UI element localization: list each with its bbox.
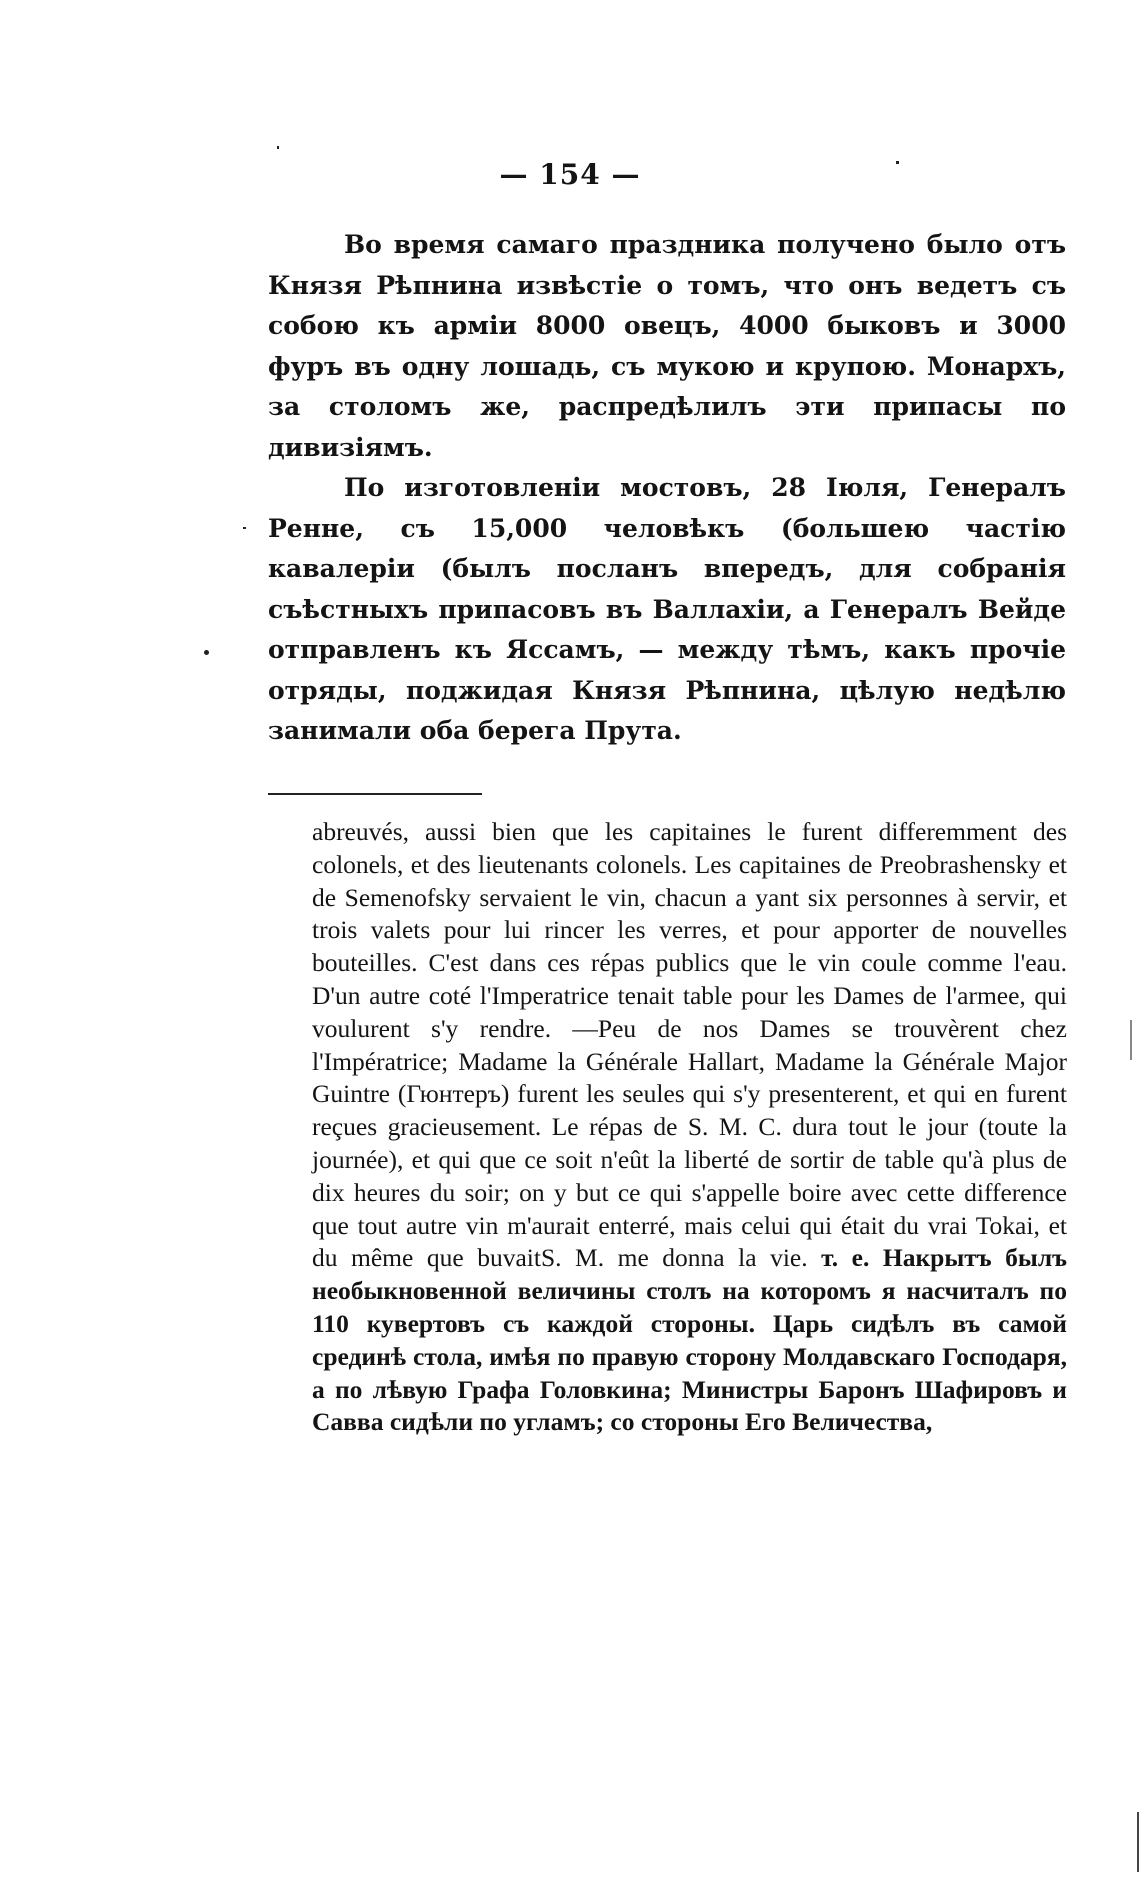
footnote-divider <box>268 793 482 795</box>
scan-speck <box>243 527 246 529</box>
paragraph-1: Во время самаго праздника получено было отъ Князя Рѣпнина извѣстіе о томъ, что онъ ведетъ съ собою къ арміи 8000 овецъ, 4000 быковъ и 3000 фуръ въ одну лошадь, съ мукою и крупою. Монархъ, за столомъ же, распредѣлилъ эти припасы по дивизіямъ. <box>268 230 1066 462</box>
scan-edge-line <box>1130 1020 1132 1060</box>
scan-edge-line <box>1137 1812 1139 1872</box>
footnote-text <box>312 816 1067 1439</box>
scan-speck <box>204 650 209 655</box>
paragraph-2: По изготовленіи мостовъ, 28 Іюля, Генералъ Ренне, съ 15,000 человѣкъ (большею частію кавалеріи (былъ посланъ впередъ, для собранія съѣстныхъ припасовъ въ Валлахіи, а Генералъ Вейде отправленъ къ Яссамъ, — между тѣмъ, какъ прочіе отряды, поджидая Князя Рѣпнина, цѣлую недѣлю занимали оба берега Прута. <box>268 473 1066 745</box>
main-text <box>268 225 1066 752</box>
scan-speck <box>896 161 899 164</box>
page-number: — 154 — <box>499 158 641 191</box>
footnote-russian-text: т. е. Накрытъ былъ необыкновенной величины столъ на которомъ я насчиталъ по 110 кувертовъ съ каждой стороны. Царь сидѣлъ въ самой срединѣ стола, имѣя по правую сторону Молдавскаго Господаря, а по лѣвую Графа Головкина; Министры Баронъ Шафировъ и Савва сидѣли по угламъ; со стороны Его Величества, <box>312 1243 1067 1437</box>
footnote <box>312 816 1067 1439</box>
scan-speck <box>277 146 279 149</box>
footnote-french-text: abreuvés, aussi bien que les capitaines le furent differemment des colonels, et des lieutenants colonels. Les capitaines de Preobrashensky et de Semenofsky servaient le vin, chacun a yant six personnes à servir, et trois valets pour lui rincer les verres, et pour apporter de nouvelles bouteilles. C'est dans ces répas publics que le vin coule comme l'eau. D'un autre coté l'Imperatrice tenait table pour les Dames de l'armee, qui voulurent s'y rendre. —Peu de nos Dames se trouvèrent chez l'Impératrice; Madame la Générale Hallart, Madame la Générale Major Guintre (Гюнтеръ) furent les seules qui s'y presenterent, et qui en furent reçues gracieusement. Le répas de S. M. C. dura tout le jour (toute la journée), et qui que ce soit n'eût la liberté de sortir de table qu'à plus de dix heures du soir; on y but ce qui s'appelle boire avec cette difference que tout autre vin m'aurait enterré, mais celui qui était du vrai Tokai, et du même que buvaitS. M. me donna la vie. <box>312 817 1067 1273</box>
